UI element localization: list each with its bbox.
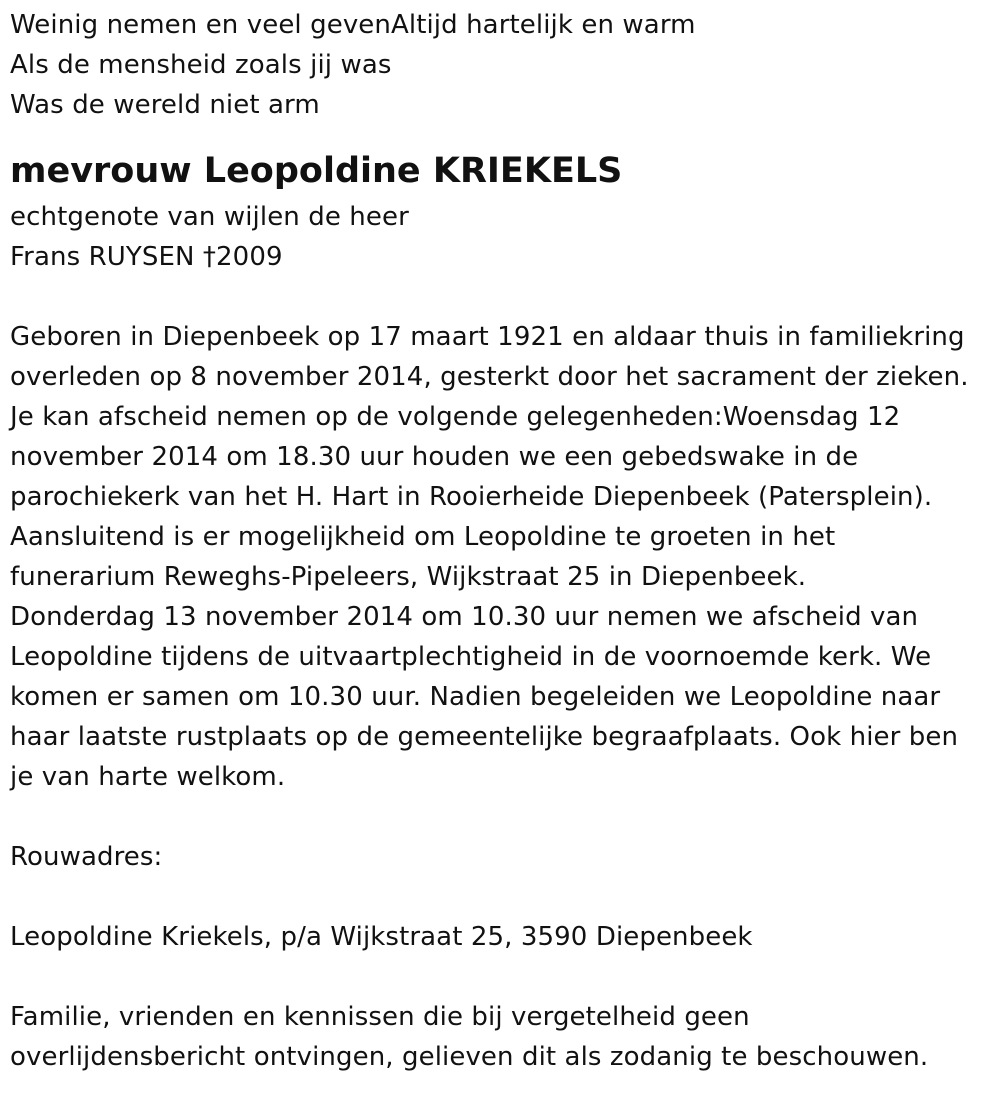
- text-line: overlijdensbericht ontvingen, gelieven dit als zodanig te beschouwen.: [10, 1042, 929, 1072]
- obituary-page: [10, 0, 995, 1077]
- spacer: [10, 877, 995, 917]
- poem-line: Als de mensheid zoals jij was: [10, 50, 392, 80]
- relation-block: [10, 197, 995, 277]
- text-line: funerarium Reweghs-Pipeleers, Wijkstraat 25 in Diepenbeek.: [10, 562, 807, 592]
- text-line: Leopoldine tijdens de uitvaartplechtigheid in de voornoemde kerk. We: [10, 642, 932, 672]
- deceased-name: mevrouw Leopoldine KRIEKELS: [10, 151, 623, 191]
- closing-note: [10, 997, 995, 1077]
- text-line: overleden op 8 november 2014, gesterkt door het sacrament der zieken.: [10, 362, 969, 392]
- text-line: Geboren in Diepenbeek op 17 maart 1921 en aldaar thuis in familiekring: [10, 322, 965, 352]
- spouse-line: [10, 237, 995, 277]
- text-line: je van harte welkom.: [10, 762, 286, 792]
- cross-icon: †: [202, 242, 217, 272]
- text-line: Je kan afscheid nemen op de volgende gelegenheden:Woensdag 12: [10, 402, 901, 432]
- spacer: [10, 957, 995, 997]
- text-line: Donderdag 13 november 2014 om 10.30 uur nemen we afscheid van: [10, 602, 919, 632]
- text-line: Familie, vrienden en kennissen die bij vergetelheid geen: [10, 1002, 750, 1032]
- spouse-name: Frans RUYSEN: [10, 242, 195, 272]
- poem-line: Weinig nemen en veel gevenAltijd hartelijk en warm: [10, 10, 696, 40]
- spouse-death-year: 2009: [216, 242, 283, 272]
- text-line: komen er samen om 10.30 uur. Nadien begeleiden we Leopoldine naar: [10, 682, 941, 712]
- spacer: [10, 277, 995, 317]
- address-value: Leopoldine Kriekels, p/a Wijkstraat 25, 3590 Diepenbeek: [10, 922, 753, 952]
- poem-line: Was de wereld niet arm: [10, 90, 320, 120]
- poem: [10, 5, 995, 125]
- text-line: parochiekerk van het H. Hart in Rooierheide Diepenbeek (Patersplein).: [10, 482, 933, 512]
- address-label: Rouwadres:: [10, 842, 163, 872]
- announcement-text: [10, 317, 995, 797]
- text-line: haar laatste rustplaats op de gemeentelijke begraafplaats. Ook hier ben: [10, 722, 959, 752]
- text-line: november 2014 om 18.30 uur houden we een gebedswake in de: [10, 442, 859, 472]
- text-line: Aansluitend is er mogelijkheid om Leopoldine te groeten in het: [10, 522, 836, 552]
- spacer: [10, 797, 995, 837]
- relation-line: echtgenote van wijlen de heer: [10, 202, 409, 232]
